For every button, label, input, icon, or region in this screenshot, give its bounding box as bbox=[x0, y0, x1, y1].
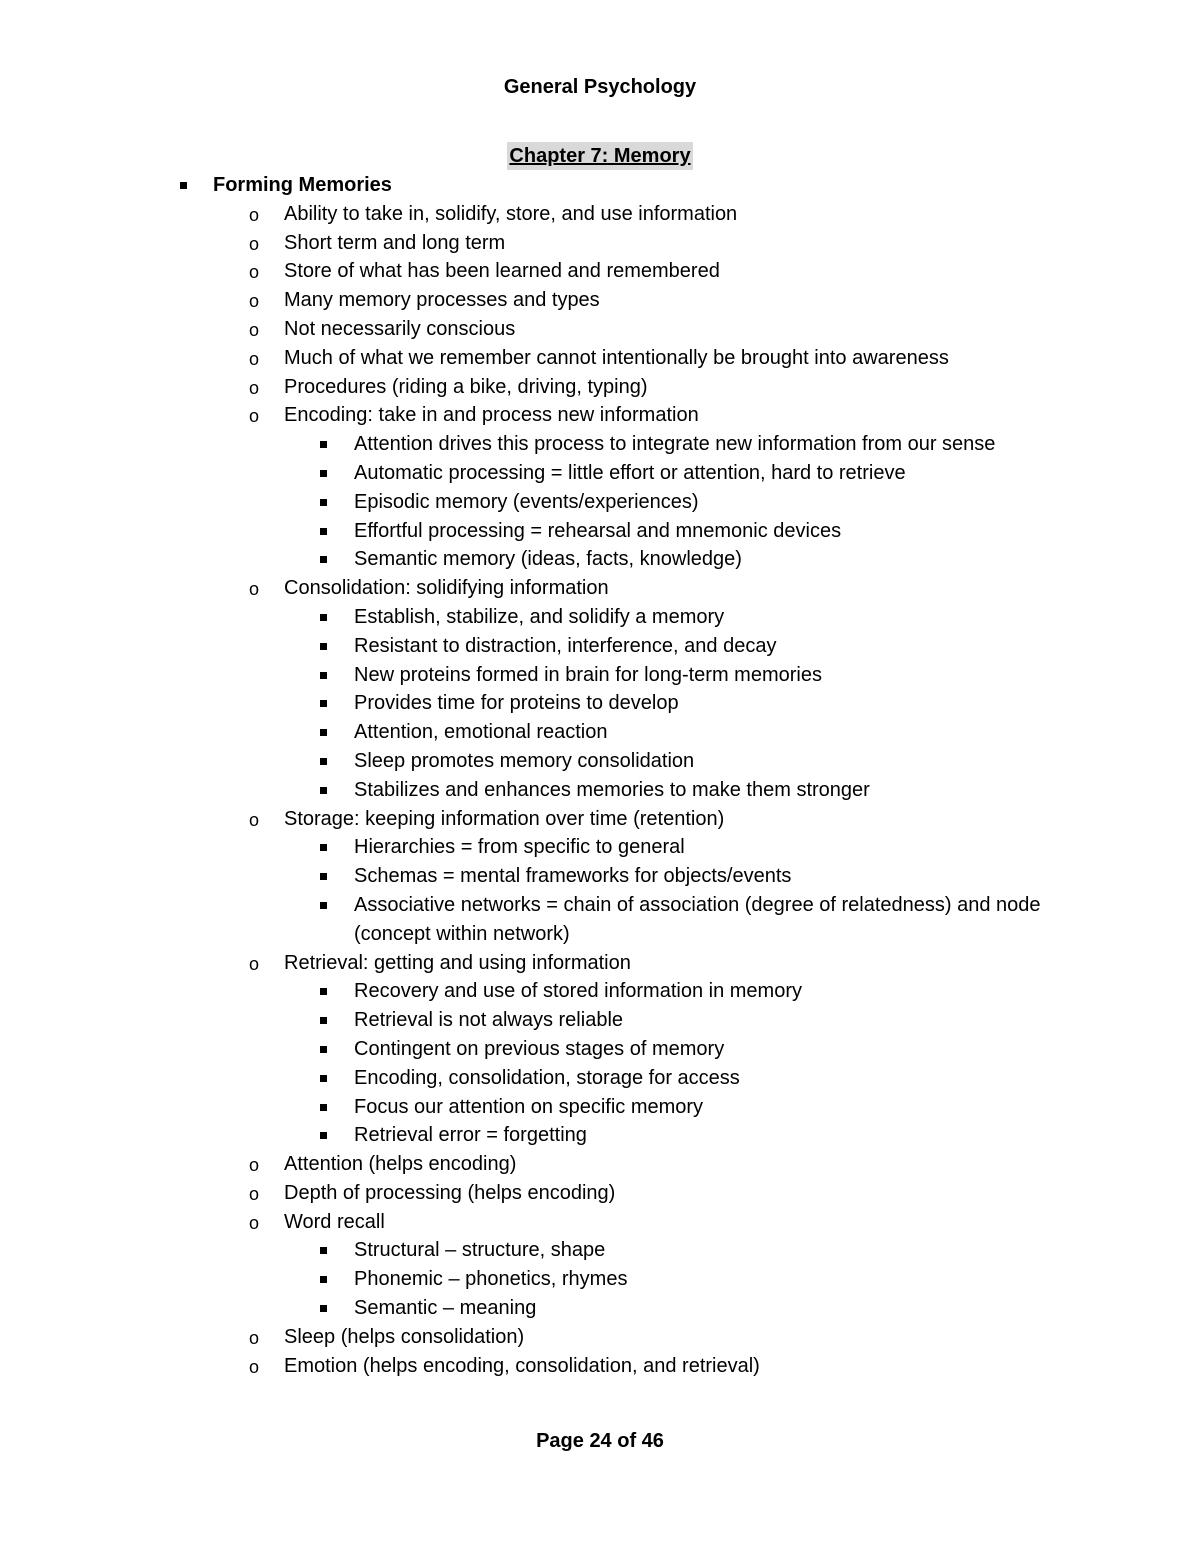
outline-item-text: Contingent on previous stages of memory bbox=[354, 1037, 725, 1060]
outline-item-text: Encoding, consolidation, storage for access bbox=[354, 1066, 740, 1089]
square-bullet-icon bbox=[320, 643, 327, 650]
hollow-circle-bullet-icon: o bbox=[249, 233, 260, 254]
outline-item-text: Resistant to distraction, interference, and decay bbox=[354, 634, 777, 657]
hollow-circle-bullet-icon: o bbox=[249, 406, 260, 427]
square-bullet-icon bbox=[320, 1017, 327, 1024]
outline-item-level-2 bbox=[0, 1093, 1054, 1122]
outline-item-text: Stabilizes and enhances memories to make them stronger bbox=[354, 778, 870, 801]
square-bullet-icon bbox=[320, 1075, 327, 1082]
outline-item-text: Establish, stabilize, and solidify a memory bbox=[354, 605, 725, 628]
outline-item-level-2 bbox=[0, 603, 1054, 632]
outline-item-text: Schemas = mental frameworks for objects/events bbox=[354, 865, 792, 888]
hollow-circle-bullet-icon: o bbox=[249, 348, 260, 369]
outline-item-level-2 bbox=[0, 689, 1054, 718]
outline-item-text: Attention (helps encoding) bbox=[284, 1153, 517, 1176]
outline-item-text: Semantic memory (ideas, facts, knowledge) bbox=[354, 548, 742, 571]
hollow-circle-bullet-icon: o bbox=[249, 1155, 260, 1176]
square-bullet-icon bbox=[320, 499, 327, 506]
chapter-heading: Chapter 7: Memory bbox=[507, 142, 692, 170]
hollow-circle-bullet-icon: o bbox=[249, 319, 260, 340]
outline-item-level-1 bbox=[0, 373, 1200, 402]
outline-item-text: Storage: keeping information over time (retention) bbox=[284, 807, 725, 830]
outline-item-text: Retrieval is not always reliable bbox=[354, 1009, 624, 1032]
outline-item-text: Word recall bbox=[284, 1210, 385, 1233]
outline-item-level-1 bbox=[0, 401, 1200, 430]
outline-item-text: Automatic processing = little effort or attention, hard to retrieve bbox=[354, 461, 906, 484]
outline-item-level-2 bbox=[0, 1035, 1054, 1064]
outline-item-level-2 bbox=[0, 891, 1054, 949]
outline-item-text: Ability to take in, solidify, store, and use information bbox=[284, 202, 738, 225]
outline-item-text: Semantic – meaning bbox=[354, 1297, 537, 1320]
outline-item-text: Recovery and use of stored information in memory bbox=[354, 980, 802, 1003]
square-bullet-icon bbox=[320, 1305, 327, 1312]
outline-item-level-2 bbox=[0, 1265, 1054, 1294]
square-bullet-icon bbox=[320, 844, 327, 851]
hollow-circle-bullet-icon: o bbox=[249, 377, 260, 398]
outline-item-text: Encoding: take in and process new information bbox=[284, 404, 699, 427]
square-bullet-icon bbox=[320, 470, 327, 477]
hollow-circle-bullet-icon: o bbox=[249, 262, 260, 283]
square-bullet-icon bbox=[320, 556, 327, 563]
outline-item-text: Emotion (helps encoding, consolidation, and retrieval) bbox=[284, 1354, 760, 1377]
outline-item-text: Much of what we remember cannot intentionally be brought into awareness bbox=[284, 346, 949, 369]
outline-item-text: Focus our attention on specific memory bbox=[354, 1095, 704, 1118]
outline-item-level-2 bbox=[0, 747, 1054, 776]
outline-item-text: Short term and long term bbox=[284, 231, 506, 254]
page-number: Page 24 of 46 bbox=[536, 1430, 664, 1452]
square-bullet-icon bbox=[320, 729, 327, 736]
outline-item-level-2 bbox=[0, 1121, 1054, 1150]
hollow-circle-bullet-icon: o bbox=[249, 809, 260, 830]
square-bullet-icon bbox=[320, 787, 327, 794]
hollow-circle-bullet-icon: o bbox=[249, 1356, 260, 1377]
outline-item-level-2 bbox=[0, 661, 1054, 690]
outline-item-level-2 bbox=[0, 517, 1054, 546]
outline-item-text: Effortful processing = rehearsal and mnemonic devices bbox=[354, 519, 842, 542]
square-bullet-icon bbox=[320, 528, 327, 535]
outline-item-level-1 bbox=[0, 1323, 1200, 1352]
square-bullet-icon bbox=[320, 873, 327, 880]
outline-item-level-1 bbox=[0, 286, 1200, 315]
outline-item-text: Consolidation: solidifying information bbox=[284, 577, 609, 600]
outline-list bbox=[0, 171, 1200, 1380]
outline-item-text: Attention drives this process to integrate new information from our sense bbox=[354, 433, 996, 456]
square-bullet-icon bbox=[320, 614, 327, 621]
outline-item-level-2 bbox=[0, 430, 1054, 459]
square-bullet-icon bbox=[320, 1104, 327, 1111]
outline-item-level-1 bbox=[0, 1208, 1200, 1237]
square-bullet-icon bbox=[320, 700, 327, 707]
outline-item-text: Store of what has been learned and remembered bbox=[284, 260, 720, 283]
hollow-circle-bullet-icon: o bbox=[249, 579, 260, 600]
outline-item-text: Sleep (helps consolidation) bbox=[284, 1325, 525, 1348]
square-bullet-icon bbox=[320, 672, 327, 679]
square-bullet-icon bbox=[320, 1046, 327, 1053]
outline-item-text: Many memory processes and types bbox=[284, 289, 600, 312]
square-bullet-icon bbox=[320, 1276, 327, 1283]
outline-item-level-1 bbox=[0, 344, 1200, 373]
outline-item-text: Attention, emotional reaction bbox=[354, 721, 608, 744]
square-bullet-icon bbox=[320, 441, 327, 448]
outline-item-level-2 bbox=[0, 632, 1054, 661]
square-bullet-icon bbox=[320, 1132, 327, 1139]
outline-item-level-2 bbox=[0, 488, 1054, 517]
outline-item-text: Depth of processing (helps encoding) bbox=[284, 1181, 616, 1204]
outline-item-level-1 bbox=[0, 1150, 1200, 1179]
outline-item-text: Associative networks = chain of association (degree of relatedness) and node (concept within network) bbox=[354, 893, 1041, 945]
outline-item-level-2 bbox=[0, 1236, 1054, 1265]
outline-item-level-1 bbox=[0, 200, 1200, 229]
outline-item-text: Forming Memories bbox=[213, 174, 392, 196]
hollow-circle-bullet-icon: o bbox=[249, 1212, 260, 1233]
outline-item-text: Episodic memory (events/experiences) bbox=[354, 490, 699, 513]
outline-item-level-1 bbox=[0, 805, 1200, 834]
outline-item-text: Provides time for proteins to develop bbox=[354, 692, 679, 715]
square-bullet-icon bbox=[320, 902, 327, 909]
square-bullet-icon bbox=[180, 182, 187, 189]
outline-item-level-2 bbox=[0, 1006, 1054, 1035]
outline-item-level-1 bbox=[0, 315, 1200, 344]
square-bullet-icon bbox=[320, 988, 327, 995]
outline-item-level-1 bbox=[0, 1179, 1200, 1208]
outline-item-level-2 bbox=[0, 977, 1054, 1006]
outline-item-level-2 bbox=[0, 833, 1054, 862]
hollow-circle-bullet-icon: o bbox=[249, 1183, 260, 1204]
hollow-circle-bullet-icon: o bbox=[249, 1327, 260, 1348]
hollow-circle-bullet-icon: o bbox=[249, 953, 260, 974]
outline-item-text: Not necessarily conscious bbox=[284, 317, 516, 340]
outline-item-text: Procedures (riding a bike, driving, typing) bbox=[284, 375, 648, 398]
outline-item-text: New proteins formed in brain for long-term memories bbox=[354, 663, 822, 686]
outline-item-text: Sleep promotes memory consolidation bbox=[354, 749, 695, 772]
outline-item-text: Retrieval error = forgetting bbox=[354, 1124, 587, 1147]
document-title: General Psychology bbox=[503, 76, 697, 98]
outline-item-text: Hierarchies = from specific to general bbox=[354, 836, 685, 859]
square-bullet-icon bbox=[320, 758, 327, 765]
outline-item-level-2 bbox=[0, 459, 1054, 488]
outline-item-level-2 bbox=[0, 718, 1054, 747]
chapter-heading-wrap bbox=[0, 142, 1200, 170]
outline-item-text: Retrieval: getting and using information bbox=[284, 951, 631, 974]
outline-item-text: Structural – structure, shape bbox=[354, 1239, 606, 1262]
outline-item-level-1 bbox=[0, 574, 1200, 603]
outline-item-level-1 bbox=[0, 257, 1200, 286]
outline-item-level-2 bbox=[0, 545, 1054, 574]
hollow-circle-bullet-icon: o bbox=[249, 291, 260, 312]
outline-item-text: Phonemic – phonetics, rhymes bbox=[354, 1268, 628, 1291]
outline-item-level-1 bbox=[0, 949, 1200, 978]
outline-item-level-2 bbox=[0, 1294, 1054, 1323]
outline-item-level-2 bbox=[0, 862, 1054, 891]
outline-item-level-2 bbox=[0, 1064, 1054, 1093]
outline-item-level-1 bbox=[0, 1352, 1200, 1381]
hollow-circle-bullet-icon: o bbox=[249, 204, 260, 225]
outline-item-level-1 bbox=[0, 229, 1200, 258]
outline-item-level-0 bbox=[0, 171, 1200, 200]
square-bullet-icon bbox=[320, 1247, 327, 1254]
outline-item-level-2 bbox=[0, 776, 1054, 805]
